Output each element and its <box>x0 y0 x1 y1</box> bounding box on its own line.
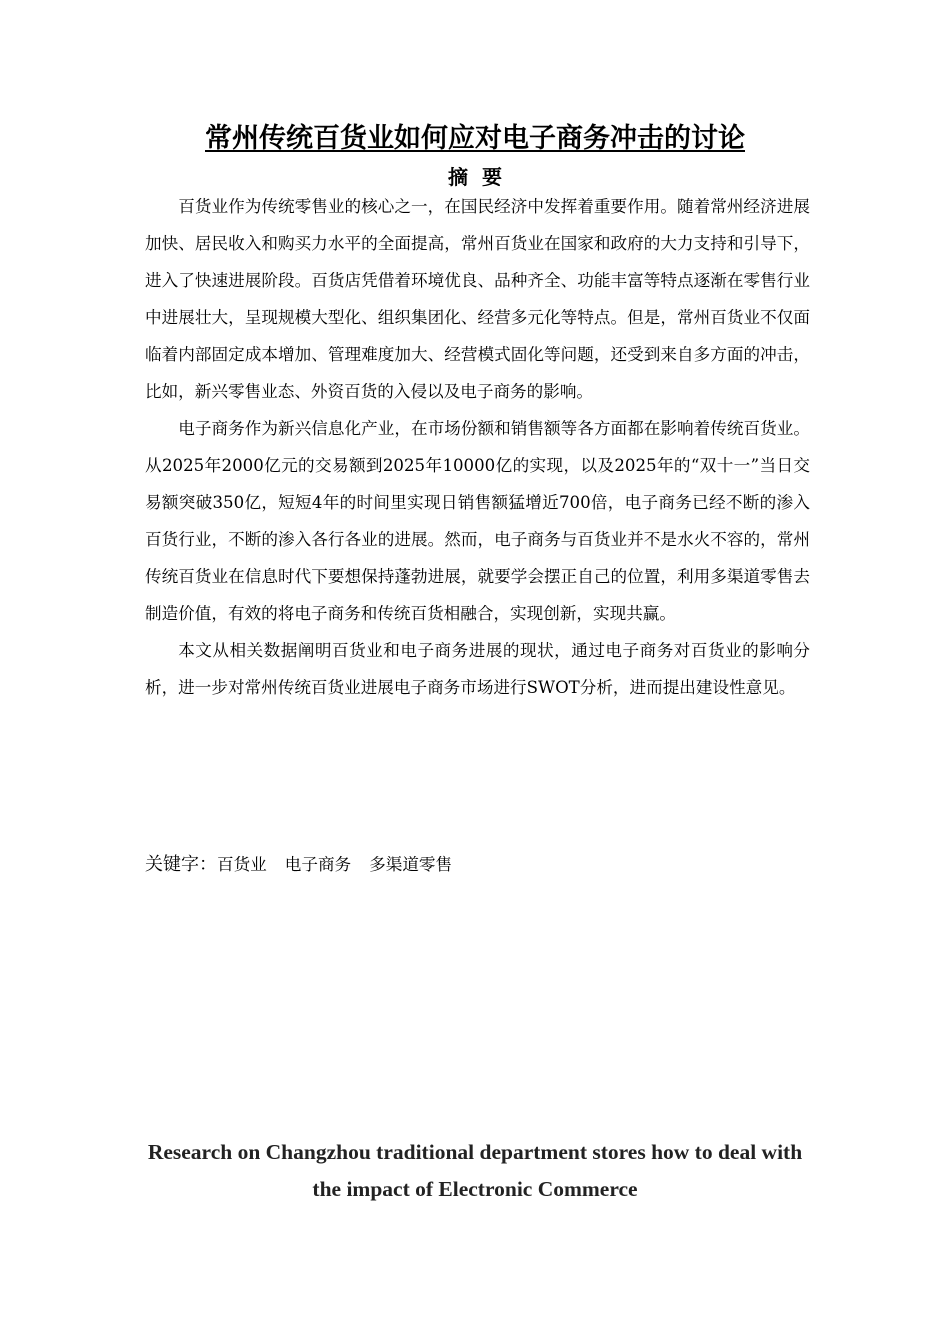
keywords-line <box>145 850 810 880</box>
keyword-item: 百货业 <box>217 855 267 874</box>
english-title: Research on Changzhou traditional department stores how to deal with the impact of Electronic Commerce <box>147 1140 803 1201</box>
abstract-paragraph-1: 百货业作为传统零售业的核心之一，在国民经济中发挥着重要作用。随着常州经济进展加快、居民收入和购买力水平的全面提高，常州百货业在国家和政府的大力支持和引导下，进入了快速进展阶段。百货店凭借着环境优良、品种齐全、功能丰富等特点逐渐在零售行业中进展壮大，呈现规模大型化、组织集团化、经营多元化等特点。但是，常州百货业不仅面临着内部固定成本增加、管理难度加大、经营模式固化等问题，还受到来自多方面的冲击，比如，新兴零售业态、外资百货的入侵以及电子商务的影响。 <box>145 197 810 401</box>
abstract-body <box>145 188 810 706</box>
keyword-item: 电子商务 <box>284 855 352 874</box>
keywords-label: 关键字： <box>145 854 217 875</box>
chinese-title: 常州传统百货业如何应对电子商务冲击的讨论 <box>205 123 745 154</box>
abstract-heading: 摘要 <box>448 165 516 189</box>
abstract-paragraph-3: 本文从相关数据阐明百货业和电子商务进展的现状，通过电子商务对百货业的影响分析，进一步对常州传统百货业进展电子商务市场进行SWOT分析，进而提出建设性意见。 <box>145 641 810 697</box>
abstract-paragraph-2: 电子商务作为新兴信息化产业，在市场份额和销售额等各方面都在影响着传统百货业。从2025年2000亿元的交易额到2025年10000亿的实现，以及2025年的“双十一”当日交易额突破350亿，短短4年的时间里实现日销售额猛增近700倍，电子商务已经不断的渗入百货行业，不断的渗入各行各业的进展。然而，电子商务与百货业并不是水火不容的，常州传统百货业在信息时代下要想保持蓬勃进展，就要学会摆正自己的位置，利用多渠道零售去制造价值，有效的将电子商务和传统百货相融合，实现创新，实现共赢。 <box>145 419 810 623</box>
keyword-item: 多渠道零售 <box>369 855 453 874</box>
